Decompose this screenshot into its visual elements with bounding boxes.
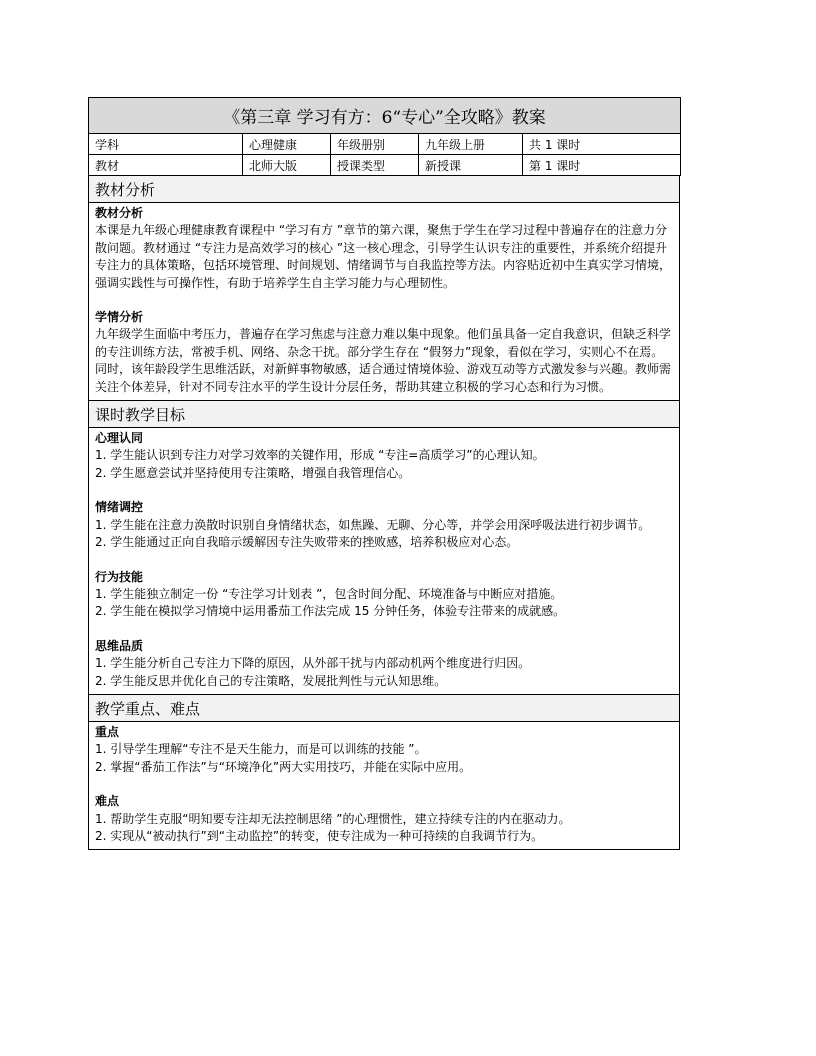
- list-item: 2. 实现从“被动执行”到“主动监控”的转变，使专注成为一种可持续的自我调节行为。: [95, 828, 544, 843]
- info-cell: 新授课: [419, 155, 523, 176]
- subheading: 教材分析: [95, 206, 144, 220]
- info-cell: 年级册别: [331, 134, 419, 155]
- keys-section: [88, 695, 680, 850]
- list-item: 2. 学生愿意尝试并坚持使用专注策略，增强自我管理信心。: [95, 465, 411, 480]
- list-item: 2. 学生能通过正向自我暗示缓解因专注失败带来的挫败感，培养积极应对心态。: [95, 535, 519, 550]
- info-cell: 学科: [89, 134, 243, 155]
- list-item: 1. 引导学生理解“专注不是天生能力，而是可以训练的技能 ”。: [95, 742, 427, 757]
- list-item: 1. 学生能在注意力涣散时识别自身情绪状态，如焦躁、无聊、分心等，并学会用深呼吸法进行初步调节。: [95, 517, 651, 532]
- subheading: 重点: [95, 724, 120, 739]
- list-item: 1. 学生能分析自己专注力下降的原因，从外部干扰与内部动机两个维度进行归因。: [95, 656, 531, 671]
- list-item: 2. 掌握“番茄工作法”与“环境净化”两大实用技巧，并能在实际中应用。: [95, 759, 472, 774]
- paragraph: 九年级学生面临中考压力，普遍存在学习焦虑与注意力难以集中现象。他们虽具备一定自我意识，但缺乏科学的专注训练方法，常被手机、网络、杂念干扰。部分学生存在 “假努力”现象，看似在学习，实则心不在焉。同时，该年龄段学生思维活跃，对新鲜事物敏感，适合通过情境体验、游戏互动等方式激发参与兴趣。教师需关注个体差异，针对不同专注水平的学生设计分层任务，帮助其建立积极的学习心态和行为习惯。: [95, 327, 672, 394]
- subheading: 情绪调控: [95, 500, 144, 515]
- analysis-section: [88, 176, 680, 401]
- header-table: [88, 97, 681, 176]
- section-body: [89, 428, 679, 694]
- subheading: 心理认同: [95, 431, 144, 446]
- info-cell: 九年级上册: [419, 134, 523, 155]
- lesson-plan-sheet: [88, 97, 680, 850]
- info-row: [89, 155, 681, 176]
- subheading: 学情分析: [95, 310, 144, 325]
- section-body: [89, 722, 679, 849]
- info-cell: 心理健康: [243, 134, 331, 155]
- section-heading: 课时教学目标: [89, 401, 679, 428]
- paragraph: 本课是九年级心理健康教育课程中 “学习有方 ”章节的第六课，聚焦于学生在学习过程中普遍存在的注意力分散问题。教材通过 “专注力是高效学习的核心 ”这一核心理念，引导学生认识专注的重要性，并系统介绍提升专注力的具体策略，包括环境管理、时间规划、情绪调节与自我监控等方法。内容贴近初中生真实学习情境，强调实践性与可操作性，有助于培养学生自主学习能力与心理韧性。: [95, 223, 672, 290]
- section-heading: 教材分析: [89, 176, 679, 203]
- info-cell: 北师大版: [243, 155, 331, 176]
- section-heading: 教学重点、难点: [89, 695, 679, 722]
- info-cell: 授课类型: [331, 155, 419, 176]
- document-title: 《第三章 学习有方：6“专心”全攻略》教案: [89, 98, 681, 134]
- info-cell: 共 1 课时: [523, 134, 681, 155]
- list-item: 1. 学生能独立制定一份 “专注学习计划表 ”，包含时间分配、环境准备与中断应对措施。: [95, 586, 563, 601]
- goals-section: [88, 401, 680, 695]
- section-body: [89, 203, 679, 400]
- info-cell: 教材: [89, 155, 243, 176]
- subheading: 思维品质: [95, 638, 144, 653]
- list-item: 1. 学生能认识到专注力对学习效率的关键作用，形成 “专注=高质学习”的心理认知。: [95, 448, 545, 463]
- subheading: 行为技能: [95, 569, 144, 584]
- subheading: 难点: [95, 794, 120, 809]
- info-cell: 第 1 课时: [523, 155, 681, 176]
- list-item: 2. 学生能在模拟学习情境中运用番茄工作法完成 15 分钟任务，体验专注带来的成就感。: [95, 604, 566, 619]
- info-row: [89, 134, 681, 155]
- list-item: 1. 帮助学生克服“明知要专注却无法控制思绪 ”的心理惯性，建立持续专注的内在驱动力。: [95, 811, 571, 826]
- list-item: 2. 学生能反思并优化自己的专注策略，发展批判性与元认知思维。: [95, 673, 447, 688]
